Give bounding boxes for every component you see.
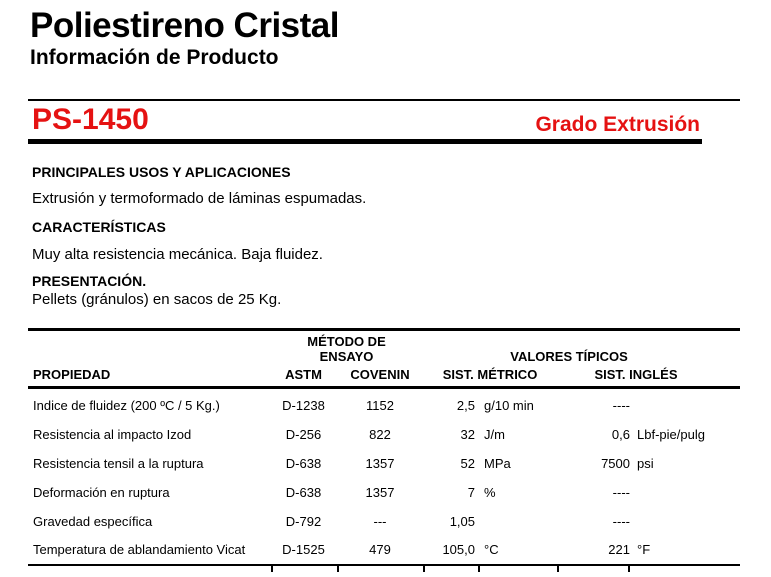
table-cell-covenin: --- [373,513,387,529]
table-cell-metrico-valor: 105,0 [442,542,475,558]
metodo-line2: ENSAYO [319,349,374,364]
table-cell-astm: D-792 [285,513,322,529]
table-cell-metrico-valor: 52 [460,455,475,471]
table-cell-ingles-unidad: psi [637,455,654,471]
table-cell-covenin: 822 [369,426,391,442]
table-cell-astm: D-638 [285,455,322,471]
table-body [28,391,740,564]
table-cell-propiedad: Resistencia tensil a la ruptura [33,455,204,471]
table-row [28,420,740,449]
table-cell-metrico-unidad: °C [484,542,499,558]
table-cell-propiedad: Deformación en ruptura [33,484,170,500]
table-row [28,391,740,420]
table-cell-astm: D-1238 [282,397,325,413]
column-divider-tick [557,564,559,572]
header-rule-thick [28,139,702,144]
column-divider-tick [271,564,273,572]
column-header-sist-metrico: SIST. MÉTRICO [442,367,538,382]
table-cell-propiedad: Indice de fluidez (200 ºC / 5 Kg.) [33,397,220,413]
table-cell-ingles-valor: 7500 [601,455,630,471]
column-header-covenin: COVENIN [350,367,410,382]
table-cell-astm: D-638 [285,484,322,500]
table-row [28,478,740,507]
table-cell-ingles-valor: 0,6 [611,426,630,442]
section-presentacion-heading: PRESENTACIÓN. [32,273,147,289]
column-divider-tick [478,564,480,572]
table-row [28,507,740,536]
table-cell-metrico-valor: 2,5 [456,397,475,413]
table-cell-metrico-valor: 1,05 [449,513,475,529]
column-divider-tick [423,564,425,572]
table-cell-propiedad: Temperatura de ablandamiento Vicat [33,542,246,558]
table-cell-metrico-valor: 7 [467,484,475,500]
table-cell-covenin: 479 [369,542,391,558]
column-header-sist-ingles: SIST. INGLÉS [594,367,678,382]
table-cell-astm: D-256 [285,426,322,442]
column-divider-tick [337,564,339,572]
table-group-header-valores: VALORES TÍPICOS [510,349,628,364]
table-cell-metrico-valor: 32 [460,426,475,442]
table-cell-metrico-unidad: g/10 min [484,397,534,413]
table-row [28,535,740,564]
table-cell-ingles-valor: ---- [612,513,630,529]
section-presentacion-body: Pellets (gránulos) en sacos de 25 Kg. [32,291,282,308]
table-cell-ingles-valor: ---- [612,397,630,413]
section-caracteristicas-body: Muy alta resistencia mecánica. Baja fluidez. [32,246,323,263]
column-divider-tick [628,564,630,572]
table-cell-ingles-unidad: °F [637,542,651,558]
table-cell-metrico-unidad: MPa [484,455,511,471]
table-rule-header-bottom [28,386,740,389]
table-cell-astm: D-1525 [282,542,325,558]
section-caracteristicas-heading: CARACTERÍSTICAS [32,219,166,235]
table-cell-propiedad: Gravedad específica [33,513,153,529]
table-cell-ingles-unidad: Lbf-pie/pulg [637,426,705,442]
column-header-astm: ASTM [285,367,322,382]
table-cell-covenin: 1152 [366,397,394,413]
table-cell-ingles-valor: 221 [608,542,630,558]
table-cell-metrico-unidad: % [484,484,496,500]
product-grade: Grado Extrusión [535,113,700,136]
header-rule-thin [28,99,740,101]
table-cell-ingles-valor: ---- [612,484,630,500]
table-cell-covenin: 1357 [365,484,395,500]
page-subtitle: Información de Producto [30,46,279,69]
table-rule-top [28,328,740,331]
table-cell-covenin: 1357 [365,455,395,471]
page-title: Poliestireno Cristal [30,6,339,45]
metodo-line1: MÉTODO DE [307,334,386,349]
section-usos-body: Extrusión y termoformado de láminas espumadas. [32,190,367,207]
table-cell-propiedad: Resistencia al impacto Izod [33,426,192,442]
section-usos-heading: PRINCIPALES USOS Y APLICACIONES [32,164,291,180]
column-header-propiedad: PROPIEDAD [33,367,111,382]
table-rule-bottom [28,564,740,566]
table-group-header-metodo [270,334,423,364]
product-code: PS-1450 [32,103,149,136]
table-row [28,449,740,478]
table-cell-metrico-unidad: J/m [484,426,505,442]
